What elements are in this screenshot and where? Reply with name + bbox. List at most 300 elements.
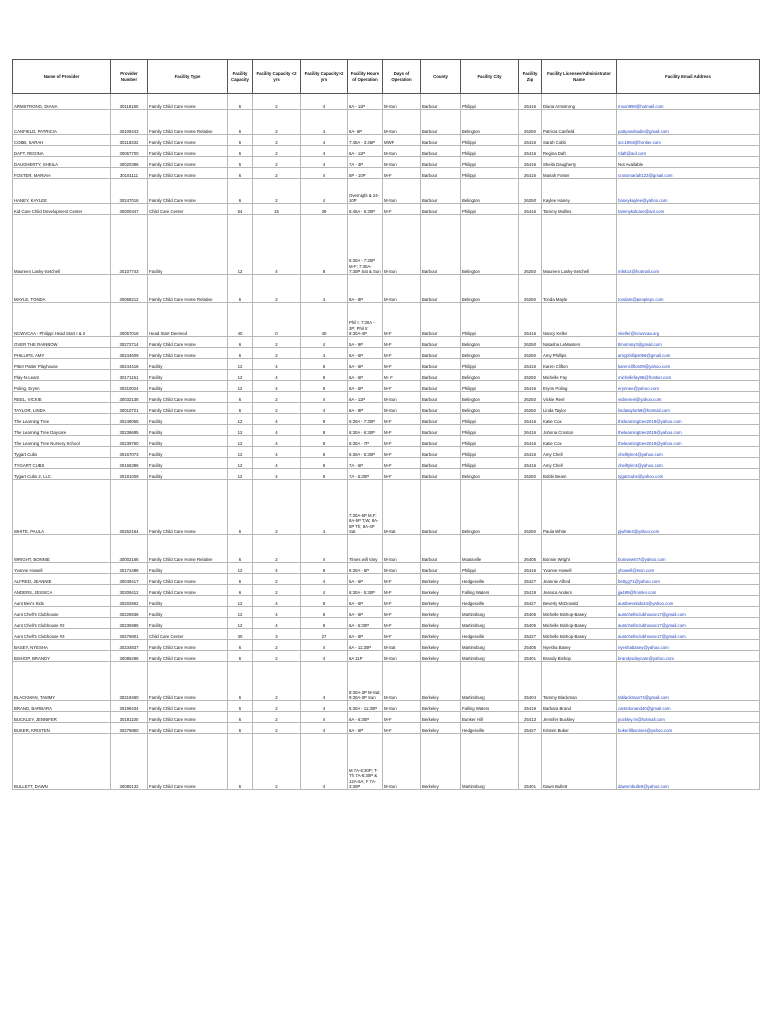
cell-email[interactable]: thelearningtree2019@yahoo.com	[617, 414, 760, 425]
cell-email[interactable]: yhowell@msn.com	[617, 563, 760, 574]
cell-city: Philippi	[461, 381, 519, 392]
cell-city: Falling Waters	[461, 701, 519, 712]
cell-provider-name: Aunt Chell's Clubhouse	[13, 607, 111, 618]
cell-email[interactable]: auntchellsclubhouse17@gmail.com	[617, 618, 760, 629]
cell-licensee: Michelle Bishop-Basey	[542, 629, 617, 640]
cell-city: Martinsburg	[461, 607, 519, 618]
cell-hours: 6A - 6P	[348, 723, 383, 734]
table-row	[13, 359, 760, 370]
cell-email[interactable]: tammykidcare@aol.com	[617, 204, 760, 215]
cell-hours: 8A - 8P	[348, 403, 383, 414]
cell-city: Belington	[461, 480, 519, 535]
cell-city: Philippi	[461, 359, 519, 370]
table-row	[13, 469, 760, 480]
cell-county: Berkeley	[421, 596, 461, 607]
cell-email[interactable]: cartedonand40@gmail.com	[617, 701, 760, 712]
cell-provider-number: 30239685	[111, 425, 148, 436]
cell-capacity-under-2: 0	[253, 303, 301, 337]
cell-licensee: Michelle Bishop-Basey	[542, 618, 617, 629]
cell-capacity-under-2: 2	[253, 640, 301, 651]
cell-city: Belington	[461, 392, 519, 403]
cell-capacity-over-2: 4	[301, 337, 348, 348]
table-row	[13, 146, 760, 157]
cell-city: Philippi	[461, 204, 519, 215]
cell-city: Hedgesville	[461, 723, 519, 734]
cell-city: Philippi	[461, 303, 519, 337]
cell-days: M-F	[383, 629, 421, 640]
table-row	[13, 403, 760, 414]
cell-capacity: 12	[228, 359, 253, 370]
cell-email[interactable]: dawnmbullett@yahoo.com	[617, 734, 760, 790]
cell-facility-type: Family Child Care Home	[148, 585, 228, 596]
cell-email[interactable]: auntbevskids24@yahoo.com	[617, 596, 760, 607]
cell-facility-type: Facility	[148, 607, 228, 618]
cell-capacity-under-2: 2	[253, 275, 301, 303]
cell-licensee: Regina Daft	[542, 146, 617, 157]
cell-provider-name: COBB, SARAH	[13, 135, 111, 146]
cell-county: Barbour	[421, 563, 461, 574]
table-row	[13, 348, 760, 359]
cell-capacity: 6	[228, 135, 253, 146]
cell-licensee: Jessica Anders	[542, 585, 617, 596]
cell-capacity-over-2: 4	[301, 146, 348, 157]
table-row	[13, 563, 760, 574]
cell-capacity-under-2: 2	[253, 348, 301, 359]
cell-provider-name: Kid Care Child Development Center	[13, 204, 111, 215]
cell-email[interactable]: pjwhite4@yahoo.com	[617, 480, 760, 535]
cell-hours: 6A - 11P	[348, 94, 383, 110]
table-row	[13, 436, 760, 447]
table-row	[13, 701, 760, 712]
cell-capacity-under-2: 4	[253, 359, 301, 370]
cell-hours: 7A - 4P	[348, 157, 383, 168]
cell-county: Barbour	[421, 110, 461, 135]
cell-capacity: 6	[228, 179, 253, 204]
cell-days: M-F	[383, 607, 421, 618]
cell-email[interactable]: chelltyler4@yahoo.com	[617, 447, 760, 458]
cell-licensee: Tammy Blackman	[542, 662, 617, 701]
col-header-city: Facility City	[461, 60, 519, 94]
cell-provider-number: 30181111	[111, 168, 148, 179]
table-row	[13, 596, 760, 607]
cell-facility-type: Family Child Care Home	[148, 712, 228, 723]
cell-capacity-over-2: 4	[301, 480, 348, 535]
cell-email[interactable]: bukerlilbunnies@yahoo.com	[617, 723, 760, 734]
cell-capacity-under-2: 4	[253, 370, 301, 381]
cell-zip: 26416	[519, 168, 542, 179]
cell-days: M-Sun	[383, 94, 421, 110]
table-row	[13, 414, 760, 425]
cell-email[interactable]: tlmommy3@gmail.com	[617, 337, 760, 348]
cell-capacity: 12	[228, 563, 253, 574]
cell-licensee: Jennifer Buckley	[542, 712, 617, 723]
cell-city: Belington	[461, 337, 519, 348]
cell-provider-name: Pitter Patter Playhouse	[13, 359, 111, 370]
cell-email[interactable]: bonniewr07@yahoo.com	[617, 535, 760, 563]
cell-provider-name: WRIGHT, BONNIE	[13, 535, 111, 563]
cell-zip: 25405	[519, 607, 542, 618]
cell-capacity-under-2: 4	[253, 414, 301, 425]
cell-days: M-F	[383, 596, 421, 607]
cell-zip: 25427	[519, 574, 542, 585]
cell-hours: 6:30A - 7:30P	[348, 414, 383, 425]
cell-capacity: 12	[228, 436, 253, 447]
table-row	[13, 337, 760, 348]
cell-email[interactable]: tondam@peoplepc.com	[617, 275, 760, 303]
table-row	[13, 535, 760, 563]
cell-email[interactable]: amyphillips056@gmail.com	[617, 348, 760, 359]
cell-capacity: 6	[228, 574, 253, 585]
cell-capacity-over-2: 4	[301, 110, 348, 135]
cell-email[interactable]: thelearningtree2019@yahoo.com	[617, 436, 760, 447]
cell-provider-number: 30219460	[111, 662, 148, 701]
cell-facility-type: Family Child Care Home	[148, 348, 228, 359]
cell-provider-number: 30049417	[111, 574, 148, 585]
cell-email[interactable]: pattyandsadie@gmail.com	[617, 110, 760, 135]
cell-city: Philippi	[461, 425, 519, 436]
cell-provider-number: 30272714	[111, 337, 148, 348]
cell-capacity: 12	[228, 425, 253, 436]
cell-capacity-over-2: 4	[301, 403, 348, 414]
cell-city: Hedgesville	[461, 629, 519, 640]
cell-days: M-Sun	[383, 275, 421, 303]
cell-capacity-under-2: 2	[253, 535, 301, 563]
cell-capacity-under-2: 4	[253, 607, 301, 618]
cell-email[interactable]: karenclifton09@yahoo.com	[617, 359, 760, 370]
cell-provider-number: 30171151	[111, 370, 148, 381]
cell-capacity: 12	[228, 596, 253, 607]
cell-capacity-under-2: 2	[253, 480, 301, 535]
cell-provider-number: 30068212	[111, 275, 148, 303]
cell-capacity: 54	[228, 204, 253, 215]
cell-city: Falling Waters	[461, 585, 519, 596]
table-row	[13, 110, 760, 135]
cell-licensee: Michelle Bishop-Basey	[542, 607, 617, 618]
cell-email[interactable]: jja489@frontier.com	[617, 585, 760, 596]
cell-hours: 5P - 10P	[348, 168, 383, 179]
cell-email[interactable]: erynnee@yahoo.com	[617, 381, 760, 392]
cell-facility-type: Family Child Care Home	[148, 480, 228, 535]
cell-provider-number: 30181009	[111, 469, 148, 480]
cell-city: Hedgesville	[461, 574, 519, 585]
cell-licensee: Bonnie Wright	[542, 535, 617, 563]
cell-capacity-over-2: 4	[301, 723, 348, 734]
table-row	[13, 215, 760, 275]
cell-facility-type: Facility	[148, 447, 228, 458]
cell-provider-name: CANFIELD, PATRICIA	[13, 110, 111, 135]
cell-facility-type: Family Child Care Home	[148, 168, 228, 179]
cell-email[interactable]: mlsk14@hotmail.com	[617, 215, 760, 275]
cell-facility-type: Facility	[148, 215, 228, 275]
cell-days: M-Sun	[383, 215, 421, 275]
cell-capacity-over-2: 4	[301, 701, 348, 712]
cell-licensee: Kaylee Haney	[542, 179, 617, 204]
cell-provider-name: Tygart Cubs	[13, 447, 111, 458]
cell-capacity: 6	[228, 337, 253, 348]
cell-city: Philippi	[461, 563, 519, 574]
cell-hours: 7A - 5:30P	[348, 469, 383, 480]
cell-days: M-Sat	[383, 640, 421, 651]
cell-capacity: 12	[228, 469, 253, 480]
cell-zip: 26250	[519, 348, 542, 359]
cell-zip: 25401	[519, 651, 542, 662]
cell-facility-type: Family Child Care Home	[148, 734, 228, 790]
table-row	[13, 629, 760, 640]
cell-county: Barbour	[421, 359, 461, 370]
cell-hours: 7A - 6P	[348, 458, 383, 469]
cell-provider-name: OVER THE RAINBOW	[13, 337, 111, 348]
cell-email[interactable]: nkeller@ncwvcaa.org	[617, 303, 760, 337]
cell-county: Berkeley	[421, 618, 461, 629]
table-row	[13, 157, 760, 168]
cell-capacity-under-2: 2	[253, 723, 301, 734]
cell-days: M-F	[383, 458, 421, 469]
cell-capacity: 12	[228, 414, 253, 425]
cell-capacity-over-2: 8	[301, 458, 348, 469]
cell-zip: 26416	[519, 458, 542, 469]
cell-capacity-under-2: 4	[253, 436, 301, 447]
cell-city: Philippi	[461, 436, 519, 447]
cell-provider-number: 30234837	[111, 640, 148, 651]
cell-county: Barbour	[421, 458, 461, 469]
cell-email[interactable]: haneykaylee@yahoo.com	[617, 179, 760, 204]
cell-capacity: 6	[228, 480, 253, 535]
cell-capacity-under-2: 2	[253, 734, 301, 790]
table-row	[13, 303, 760, 337]
cell-city: Bunker Hill	[461, 712, 519, 723]
cell-provider-number: 30247016	[111, 179, 148, 204]
cell-email[interactable]: scc1994@frontier.com	[617, 135, 760, 146]
cell-hours: 5:30A - 11:30P	[348, 701, 383, 712]
cell-email[interactable]: crossmariah123@gmail.com	[617, 168, 760, 179]
cell-email[interactable]: moon990@hotmail.com	[617, 94, 760, 110]
cell-provider-number: 30002166	[111, 535, 148, 563]
cell-zip: 26416	[519, 135, 542, 146]
cell-hours: 6A - 11:30P	[348, 640, 383, 651]
cell-county: Barbour	[421, 168, 461, 179]
table-row	[13, 94, 760, 110]
cell-zip: 26416	[519, 436, 542, 447]
cell-facility-type: Family Child Care Home	[148, 94, 228, 110]
cell-provider-number: 30010721	[111, 403, 148, 414]
table-row	[13, 480, 760, 535]
table-row	[13, 618, 760, 629]
cell-capacity-under-2: 2	[253, 403, 301, 414]
cell-provider-name: Aunt Chell's Clubhouse #3	[13, 629, 111, 640]
cell-licensee: Katie Cox	[542, 414, 617, 425]
col-header-provider-name: Name of Provider	[13, 60, 111, 94]
cell-county: Berkeley	[421, 701, 461, 712]
cell-provider-name: BUKER, KRISTEN	[13, 723, 111, 734]
cell-hours: Phil I: 7:30A - 3P; Phil II: 8:30A-4P	[348, 303, 383, 337]
cell-county: Barbour	[421, 447, 461, 458]
cell-provider-number: 30020396	[111, 157, 148, 168]
cell-capacity-over-2: 4	[301, 94, 348, 110]
col-header-provider-number: Provider Number	[111, 60, 148, 94]
cell-capacity: 6	[228, 651, 253, 662]
table-row	[13, 168, 760, 179]
cell-email[interactable]: tablackman74@gmail.com	[617, 662, 760, 701]
cell-capacity-under-2: 4	[253, 563, 301, 574]
cell-days: MWF	[383, 135, 421, 146]
cell-zip: 26416	[519, 381, 542, 392]
cell-licensee: Barbara Brand	[542, 701, 617, 712]
cell-licensee: Patricia Canfield	[542, 110, 617, 135]
cell-hours: Overnight & 24-10P	[348, 179, 383, 204]
col-header-zip: Facility Zip	[519, 60, 542, 94]
cell-city: Belington	[461, 179, 519, 204]
cell-county: Berkeley	[421, 585, 461, 596]
cell-facility-type: Family Child Care Home	[148, 701, 228, 712]
cell-days: M-Sat	[383, 480, 421, 535]
cell-capacity: 12	[228, 381, 253, 392]
cell-capacity-under-2: 4	[253, 215, 301, 275]
cell-county: Barbour	[421, 403, 461, 414]
cell-email[interactable]: nyeshabasey@yahoo.com	[617, 640, 760, 651]
cell-email[interactable]: lindataylor58@hotmail.com	[617, 403, 760, 414]
cell-city: Belington	[461, 110, 519, 135]
cell-hours: 8:30A-3P M-Sat; 9:30A-3P Sun	[348, 662, 383, 701]
cell-capacity-over-2: 8	[301, 469, 348, 480]
cell-zip: 26416	[519, 425, 542, 436]
cell-provider-number: 30032138	[111, 392, 148, 403]
cell-zip: 26416	[519, 94, 542, 110]
cell-licensee: Beverly McDonald	[542, 596, 617, 607]
table-row	[13, 640, 760, 651]
cell-licensee: Dawn Bullett	[542, 734, 617, 790]
cell-capacity-under-2: 2	[253, 701, 301, 712]
cell-capacity: 6	[228, 535, 253, 563]
cell-email[interactable]: thelearningtree2019@yahoo.com	[617, 425, 760, 436]
cell-provider-name: Play-N-Learn	[13, 370, 111, 381]
cell-days: M-F	[383, 348, 421, 359]
cell-provider-name: The Learning Tree	[13, 414, 111, 425]
cell-email[interactable]: bettyg71@yahoo.com	[617, 574, 760, 585]
cell-provider-name: MAYLE, TONDA	[13, 275, 111, 303]
cell-email[interactable]: jrockley.rn@hotmail.com	[617, 712, 760, 723]
cell-email[interactable]: michellefay96@frontier.com	[617, 370, 760, 381]
table-row	[13, 204, 760, 215]
cell-capacity-over-2: 4	[301, 535, 348, 563]
cell-email[interactable]: brandysdaycare@yahoo.com	[617, 651, 760, 662]
cell-facility-type: Facility	[148, 563, 228, 574]
cell-capacity: 6	[228, 157, 253, 168]
cell-capacity-under-2: 2	[253, 651, 301, 662]
cell-licensee: Vickie Reel	[542, 392, 617, 403]
cell-days: M- F	[383, 370, 421, 381]
cell-provider-name: ALFRED, JEANNIE	[13, 574, 111, 585]
cell-zip: 25413	[519, 712, 542, 723]
cell-email[interactable]: rdaft@aol.com	[617, 146, 760, 157]
header-row	[13, 60, 760, 94]
cell-email[interactable]: auntchellsclubhouse17@gmail.com	[617, 629, 760, 640]
cell-days: M-Sun	[383, 662, 421, 701]
cell-provider-number: 30262164	[111, 480, 148, 535]
cell-county: Barbour	[421, 204, 461, 215]
cell-capacity-under-2: 2	[253, 392, 301, 403]
cell-licensee: Sarah Cobb	[542, 135, 617, 146]
cell-capacity: 30	[228, 629, 253, 640]
col-header-hours: Facility Hours of Operation	[348, 60, 383, 94]
cell-capacity-under-2: 4	[253, 425, 301, 436]
cell-capacity-over-2: 8	[301, 436, 348, 447]
cell-facility-type: Head Start Deemed	[148, 303, 228, 337]
cell-licensee: Bobbi Beam	[542, 469, 617, 480]
cell-email[interactable]: chelltyler4@yahoo.com	[617, 458, 760, 469]
cell-hours: 6:30A - 7P	[348, 436, 383, 447]
cell-hours: 6A - 6P	[348, 348, 383, 359]
cell-capacity-under-2: 2	[253, 146, 301, 157]
cell-county: Barbour	[421, 414, 461, 425]
cell-capacity-under-2: 2	[253, 157, 301, 168]
table-row	[13, 723, 760, 734]
cell-provider-number: 30209412	[111, 585, 148, 596]
cell-capacity: 12	[228, 370, 253, 381]
cell-facility-type: Facility	[148, 458, 228, 469]
cell-provider-name: Aunt Chell's Clubhouse #2	[13, 618, 111, 629]
cell-capacity: 6	[228, 640, 253, 651]
cell-county: Barbour	[421, 381, 461, 392]
cell-days: M-Sun	[383, 146, 421, 157]
cell-capacity-over-2: 8	[301, 618, 348, 629]
cell-licensee: Karen Clifton	[542, 359, 617, 370]
cell-provider-name: Yvonne Howell	[13, 563, 111, 574]
cell-facility-type: Family Child Care Home Relative	[148, 275, 228, 303]
cell-licensee: Brandy Bishop	[542, 651, 617, 662]
cell-email[interactable]: tygartcubs@yahoo.com	[617, 469, 760, 480]
cell-licensee: Nyesha Basey	[542, 640, 617, 651]
cell-provider-number: 30235985	[111, 618, 148, 629]
cell-county: Berkeley	[421, 734, 461, 790]
cell-county: Barbour	[421, 94, 461, 110]
cell-licensee: Diana Armstrong	[542, 94, 617, 110]
cell-zip: 25404	[519, 662, 542, 701]
cell-city: Belington	[461, 275, 519, 303]
cell-days: M-F	[383, 204, 421, 215]
cell-facility-type: Child Care Center	[148, 629, 228, 640]
table-row	[13, 712, 760, 723]
cell-capacity: 12	[228, 215, 253, 275]
cell-provider-number: 30165396	[111, 458, 148, 469]
cell-licensee: Maureen Lasky-Setchell	[542, 215, 617, 275]
cell-capacity: 12	[228, 458, 253, 469]
cell-capacity-over-2: 4	[301, 585, 348, 596]
cell-county: Berkeley	[421, 629, 461, 640]
cell-email[interactable]: auntchellsclubhouse17@gmail.com	[617, 607, 760, 618]
col-header-capacity-over-2: Facility Capacity>2 yrs	[301, 60, 348, 94]
table-row	[13, 651, 760, 662]
cell-capacity-over-2: 8	[301, 425, 348, 436]
cell-hours: 6A - 6P	[348, 629, 383, 640]
col-header-capacity-under-2: Facility Capacity <2 yrs	[253, 60, 301, 94]
cell-days: M-Sun	[383, 179, 421, 204]
cell-provider-number: 30067700	[111, 146, 148, 157]
cell-hours: 6A - 11P	[348, 392, 383, 403]
cell-provider-name: WHITE, PAULA	[13, 480, 111, 535]
cell-capacity: 6	[228, 110, 253, 135]
cell-hours: 6:30A - 6P	[348, 563, 383, 574]
cell-licensee: Erynn Poling	[542, 381, 617, 392]
cell-provider-name: Poling, Erynn	[13, 381, 111, 392]
cell-capacity-over-2: 4	[301, 168, 348, 179]
cell-capacity-over-2: 4	[301, 179, 348, 204]
cell-county: Barbour	[421, 157, 461, 168]
cell-email[interactable]: vickiereel@yahoo.com	[617, 392, 760, 403]
cell-county: Barbour	[421, 480, 461, 535]
cell-hours: M 7A-6:30P; T-Th 7A-6:30P & 12A-6A; F 7A-3:30P	[348, 734, 383, 790]
cell-county: Barbour	[421, 469, 461, 480]
cell-hours: 6A 11P	[348, 651, 383, 662]
